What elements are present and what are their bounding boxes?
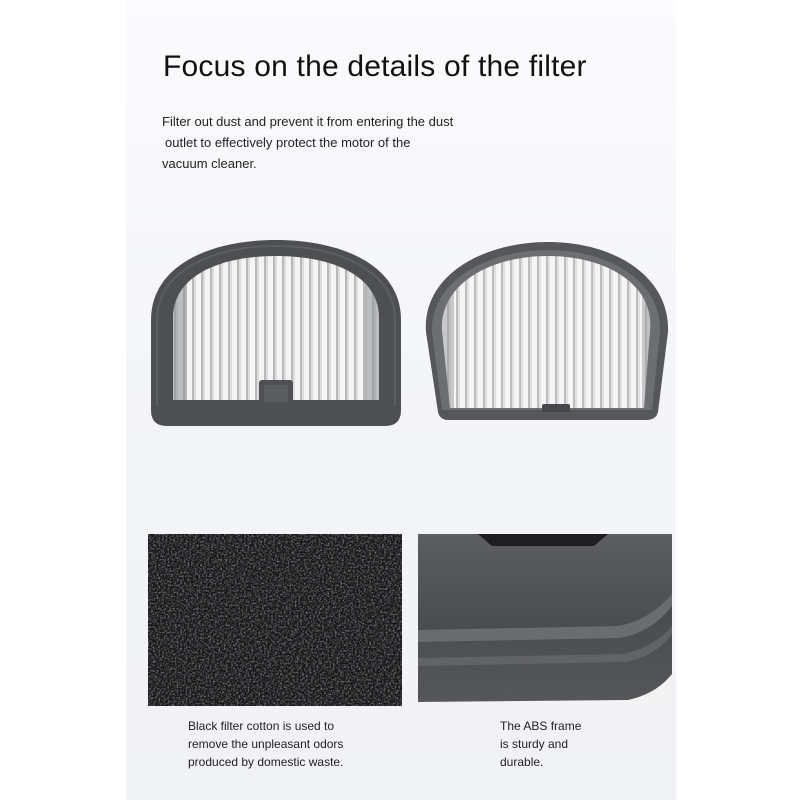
filter-angled-image — [420, 240, 672, 422]
filter-cotton-photo — [148, 534, 402, 706]
page-description — [162, 111, 512, 174]
abs-frame-photo — [418, 534, 672, 706]
caption-line: Black filter cotton is used to — [188, 719, 335, 733]
caption-line: remove the unpleasant odors — [188, 737, 344, 751]
description-line: vacuum cleaner. — [162, 156, 257, 171]
filter-front-image — [147, 238, 405, 428]
abs-frame-caption — [500, 717, 581, 771]
filter-cotton-caption — [188, 717, 343, 771]
caption-line: produced by domestic waste. — [188, 755, 344, 769]
caption-line: is sturdy and — [500, 737, 569, 751]
description-line: Filter out dust and prevent it from entering the dust — [162, 114, 454, 129]
caption-line: The ABS frame — [500, 719, 582, 733]
page-title: Focus on the details of the filter — [163, 50, 587, 83]
caption-line: durable. — [500, 755, 544, 769]
description-line: outlet to effectively protect the motor of the — [165, 135, 411, 150]
